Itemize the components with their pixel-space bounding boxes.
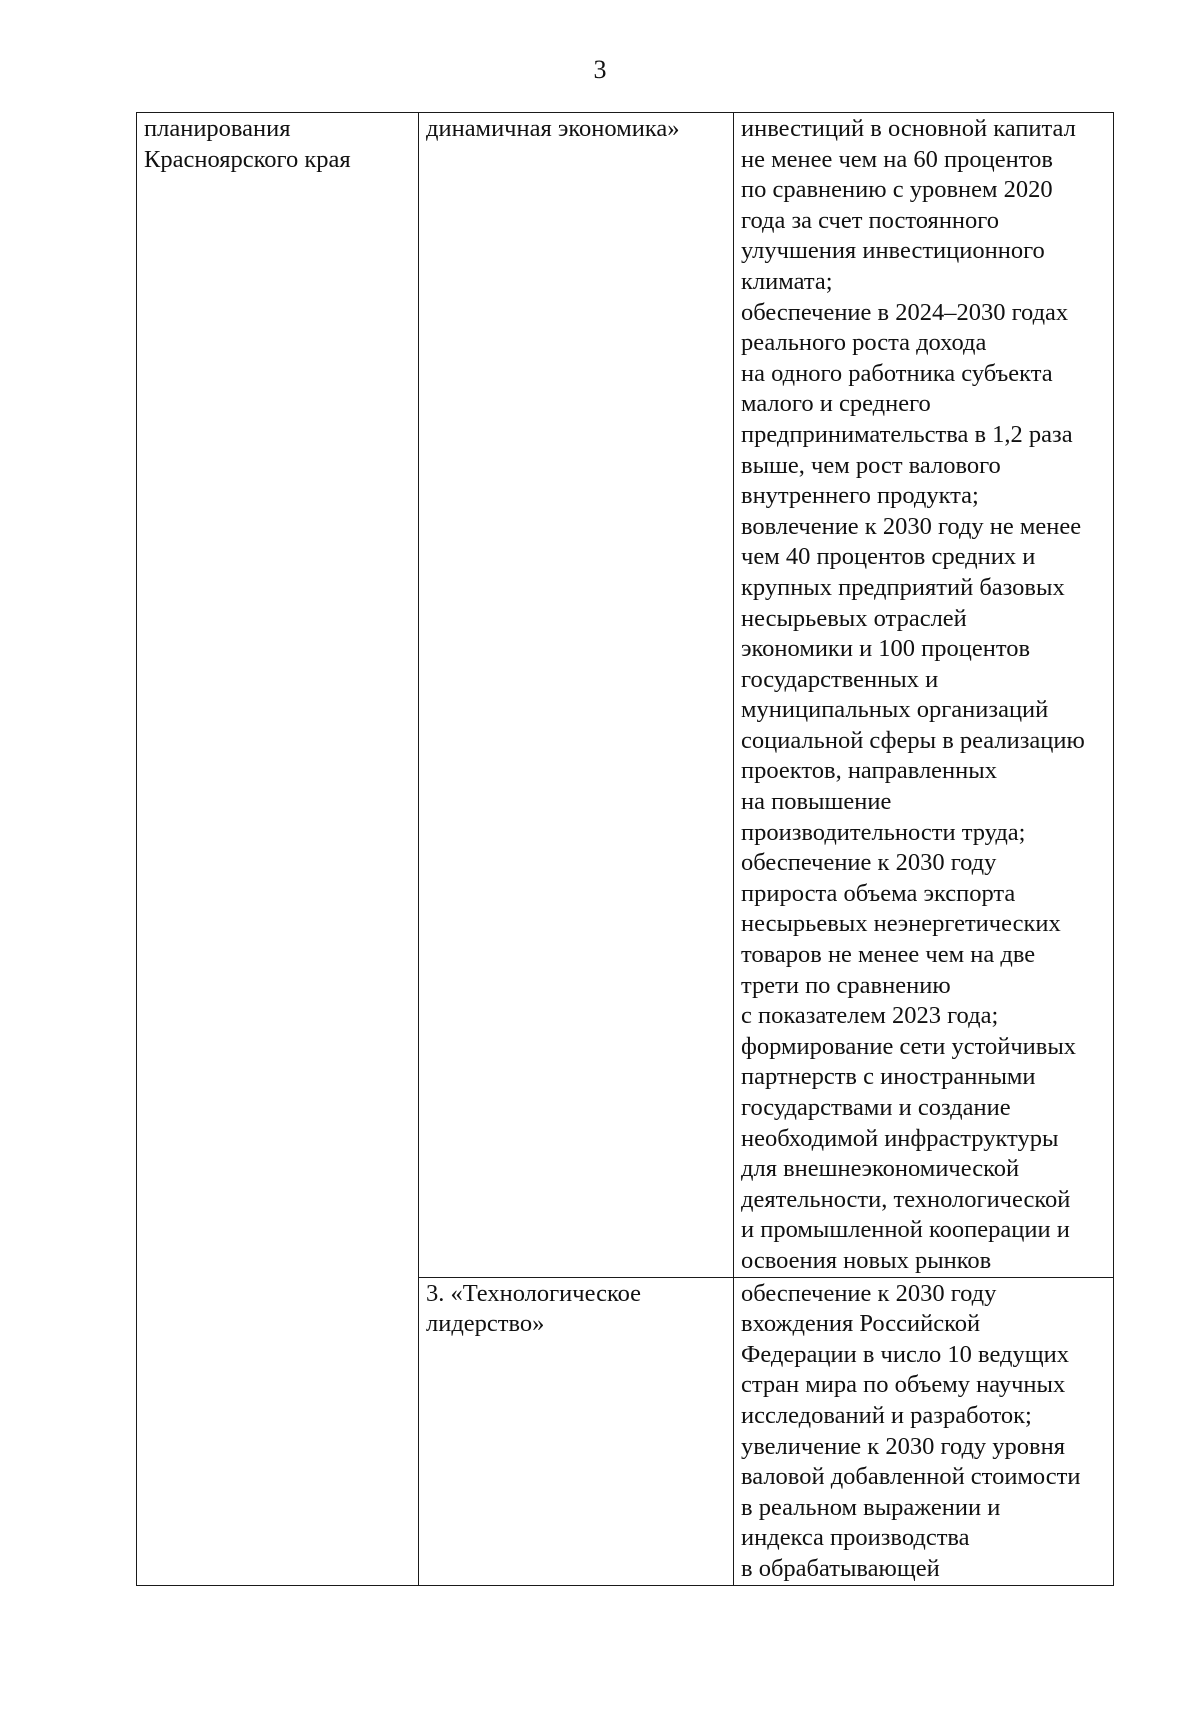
cell-text-line: по сравнению с уровнем 2020 (741, 176, 1053, 204)
cell-text-line: Красноярского края (144, 145, 351, 173)
cell-text-line: несырьевых отраслей (741, 604, 967, 632)
cell-text-line: с показателем 2023 года; (741, 1002, 999, 1030)
cell-text-line: социальной сферы в реализацию (741, 726, 1085, 754)
cell-text-line: деятельности, технологической (741, 1185, 1071, 1213)
cell-text-line: производительности труда; (741, 818, 1026, 846)
cell-text-line: не менее чем на 60 процентов (741, 145, 1053, 173)
cell-text-line: в обрабатывающей (741, 1554, 940, 1582)
cell-text-line: обеспечение к 2030 году (741, 1279, 997, 1307)
cell-text-line: выше, чем рост валового (741, 451, 1001, 479)
cell-text-line: проектов, направленных (741, 757, 997, 785)
cell-text-line: климата; (741, 267, 833, 295)
table-body (137, 113, 1114, 1586)
cell-text-line: несырьевых неэнергетических (741, 910, 1061, 938)
document-table (136, 112, 1114, 1586)
table-cell-col2 (419, 113, 734, 1278)
cell-text-line: освоения новых рынков (741, 1246, 992, 1274)
cell-text-line: в реальном выражении и (741, 1493, 1001, 1521)
cell-text-line: экономики и 100 процентов (741, 635, 1031, 663)
cell-text-line: прироста объема экспорта (741, 879, 1016, 907)
cell-text-line: и промышленной кооперации и (741, 1216, 1070, 1244)
cell-text-line: года за счет постоянного (741, 206, 999, 234)
cell-text-line: валовой добавленной стоимости (741, 1463, 1081, 1491)
cell-text-line: малого и среднего (741, 390, 931, 418)
cell-text-line: чем 40 процентов средних и (741, 543, 1036, 571)
cell-text-line: крупных предприятий базовых (741, 573, 1065, 601)
cell-text-line: государствами и создание (741, 1094, 1011, 1121)
table-row (137, 113, 1114, 1278)
cell-text-line: 3. «Технологическое (426, 1279, 642, 1307)
cell-text-line: динамичная экономика» (426, 115, 680, 142)
cell-text-line: товаров не менее чем на две (741, 941, 1036, 969)
cell-text-line: увеличение к 2030 году уровня (741, 1432, 1065, 1460)
table-cell-col3 (734, 1277, 1114, 1585)
cell-text-line: для внешнеэкономической (741, 1155, 1020, 1183)
cell-text-line: государственных и (741, 665, 939, 693)
cell-text-line: инвестиций в основной капитал (741, 115, 1076, 142)
table-cell-col2 (419, 1277, 734, 1585)
cell-text-line: исследований и разработок; (741, 1401, 1032, 1429)
cell-text-line: Федерации в число 10 ведущих (741, 1340, 1069, 1368)
cell-text-line: муниципальных организаций (741, 696, 1049, 724)
cell-text-line: лидерство» (426, 1310, 545, 1338)
cell-text-line: трети по сравнению (741, 971, 951, 999)
cell-text-line: реального роста дохода (741, 329, 987, 357)
cell-text-line: стран мира по объему научных (741, 1371, 1066, 1399)
cell-text-line: обеспечение в 2024–2030 годах (741, 298, 1069, 326)
cell-text-line: внутреннего продукта; (741, 482, 979, 510)
cell-text-line: вхождения Российской (741, 1310, 981, 1338)
cell-text-line: планирования (144, 115, 291, 142)
cell-text-line: улучшения инвестиционного (741, 237, 1045, 265)
cell-text-line: предпринимательства в 1,2 раза (741, 420, 1073, 448)
table-cell-col3 (734, 113, 1114, 1278)
page-number: 3 (593, 55, 607, 84)
cell-text-line: на одного работника субъекта (741, 359, 1053, 387)
cell-text-line: партнерств с иностранными (741, 1063, 1036, 1091)
cell-text-line: формирование сети устойчивых (741, 1032, 1077, 1060)
cell-text-line: индекса производства (741, 1524, 970, 1552)
cell-text-line: вовлечение к 2030 году не менее (741, 512, 1082, 540)
cell-text-line: на повышение (741, 788, 892, 816)
cell-text-line: обеспечение к 2030 году (741, 849, 997, 877)
cell-text-line: необходимой инфраструктуры (741, 1124, 1059, 1152)
table-cell-col1 (137, 113, 419, 1586)
